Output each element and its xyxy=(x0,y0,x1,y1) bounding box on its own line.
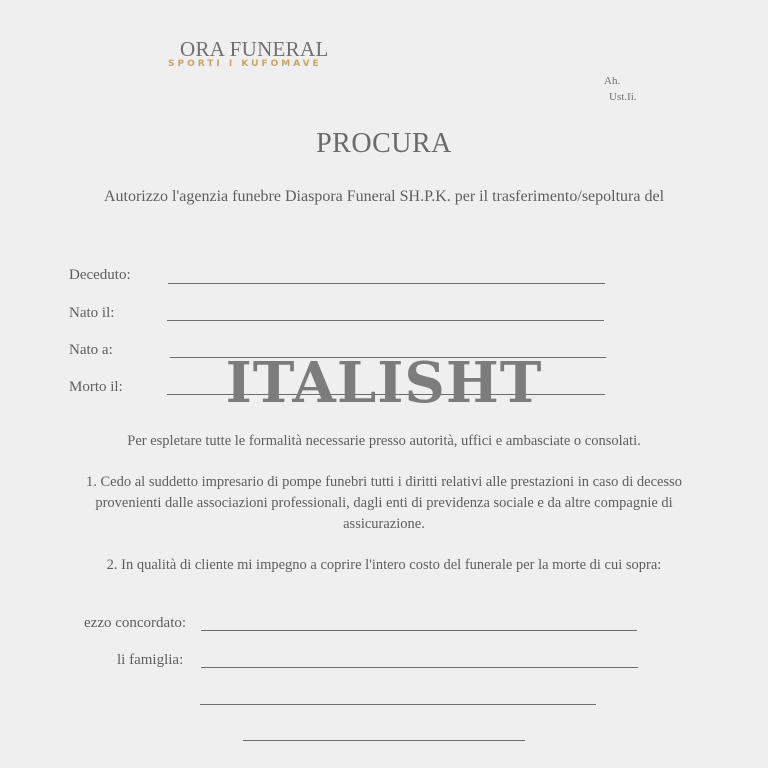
paragraph-clause-2: 2. In qualità di cliente mi impegno a coprire l'intero costo del funerale per la morte di cui sopra: xyxy=(106,557,662,573)
header-corner-text-2: Ust.Ii. xyxy=(609,91,637,103)
company-logo-name: ORA FUNERAL xyxy=(180,37,329,61)
paragraph-clause-1: 1. Cedo al suddetto impresario di pompe funebri tutti i diritti relativi alle prestazioni in caso di decesso provenienti dalle associazioni professionali, dagli enti di previdenza sociale e da altre compagnie di assicurazione. xyxy=(86,474,682,532)
field-label-death-date: Morto il: xyxy=(69,379,123,395)
language-watermark: ITALISHT xyxy=(225,350,543,416)
field-label-born-place: Nato a: xyxy=(69,342,113,358)
field-label-agreed-price: ezzo concordato: xyxy=(84,615,187,631)
field-line-family[interactable] xyxy=(201,667,638,668)
paragraph-formalities: Per espletare tutte le formalità necessarie presso autorità, uffici e ambasciate o consolati. xyxy=(127,433,641,449)
signature-line-1[interactable] xyxy=(200,704,596,705)
field-line-deceased[interactable] xyxy=(168,283,605,284)
field-label-family: li famiglia: xyxy=(117,652,184,668)
document-title: PROCURA xyxy=(316,128,452,159)
field-line-agreed-price[interactable] xyxy=(201,630,637,631)
header-corner-text-1: Ah. xyxy=(604,75,621,87)
company-logo-tagline: SPORTI I KUFOMAVE xyxy=(168,59,322,69)
intro-text: Autorizzo l'agenzia funebre Diaspora Funeral SH.P.K. per il trasferimento/sepoltura del xyxy=(103,188,665,205)
field-line-born-date[interactable] xyxy=(167,320,604,321)
signature-line-2[interactable] xyxy=(243,740,525,741)
field-label-deceased: Deceduto: xyxy=(69,267,131,283)
field-label-born-date: Nato il: xyxy=(69,305,115,321)
